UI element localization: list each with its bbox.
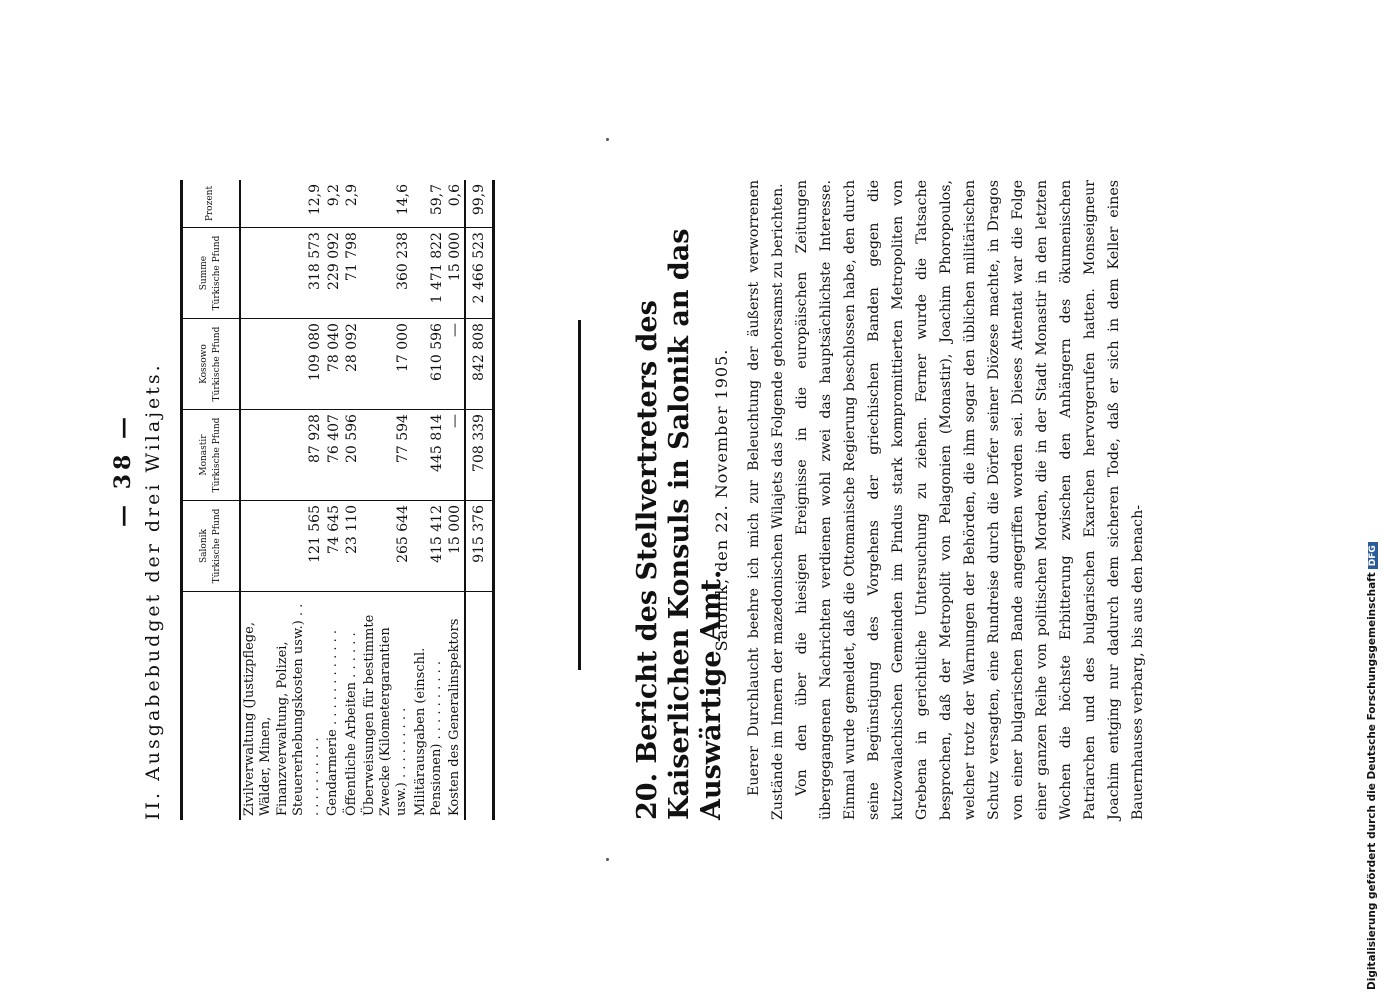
table-row: [240, 180, 324, 820]
cell-kossowo: 17 000: [361, 319, 412, 410]
cell-prozent: 14,6: [361, 180, 412, 228]
table-header-row: [182, 180, 241, 820]
cell-salonik: 415 412: [412, 501, 447, 592]
cell-kossowo: 78 040: [324, 319, 342, 410]
funding-note-text: Digitalisierung gefördert durch die Deutsche Forschungsgemeinschaft: [1366, 572, 1378, 990]
table-row: [446, 180, 465, 820]
column-unit: Türkische Pfund: [212, 326, 222, 402]
cell-monastir: 20 596: [343, 410, 361, 501]
cell-summe: 1 471 822: [412, 228, 447, 319]
total-monastir: 708 339: [465, 410, 494, 501]
row-label: [465, 592, 494, 821]
table-total-row: [465, 180, 494, 820]
cell-prozent: 12,9: [240, 180, 324, 228]
scan-speck: [606, 858, 609, 861]
budget-table: [180, 180, 495, 820]
column-name: Kossowo: [198, 344, 209, 384]
table-row: [361, 180, 412, 820]
page-number: — 38 —: [110, 413, 136, 527]
article-dateline: Salonik, den 22. November 1905.: [712, 348, 731, 652]
dfg-logo: DFG: [1368, 542, 1378, 569]
cell-prozent: 9,2: [324, 180, 342, 228]
cell-prozent: 2,9: [343, 180, 361, 228]
column-header-monastir: [182, 410, 241, 501]
total-kossowo: 842 808: [465, 319, 494, 410]
column-unit: Türkische Pfund: [212, 417, 222, 493]
column-header-summe: [182, 228, 241, 319]
cell-summe: 15 000: [446, 228, 465, 319]
cell-kossowo: 109 080: [240, 319, 324, 410]
article-body: [742, 180, 1150, 820]
funding-note: [1366, 0, 1378, 990]
cell-kossowo: 610 596: [412, 319, 447, 410]
cell-monastir: 87 928: [240, 410, 324, 501]
cell-salonik: 23 110: [343, 501, 361, 592]
rotated-page-content: [90, 120, 1240, 820]
cell-monastir: 445 814: [412, 410, 447, 501]
cell-prozent: 0,6: [446, 180, 465, 228]
column-name: Monastir: [198, 434, 209, 476]
row-label: Kosten des Generalinspektors: [447, 618, 462, 816]
cell-salonik: 121 565: [240, 501, 324, 592]
table-caption: II. Ausgabebudget der drei Wilajets.: [142, 362, 164, 820]
total-salonik: 915 376: [465, 501, 494, 592]
total-summe: 2 466 523: [465, 228, 494, 319]
article-heading: 20. Bericht des Stellvertreters des Kaiserlichen Konsuls in Salonik an das Auswärtige Amt.: [632, 228, 727, 820]
row-label: Überweisungen für bestimmte Zwecke (Kilometergarantien usw.) . . . . . . . . .: [361, 614, 410, 816]
column-header-salonik: [182, 501, 241, 592]
column-name: Summe: [198, 255, 209, 291]
paragraph: Euerer Durchlaucht beehre ich mich zur Beleuchtung der äußerst verworrenen Zustände im Innern der mazedonischen Wilajets das Folgende gehorsamst zu berichten.: [746, 180, 786, 820]
cell-salonik: 265 644: [361, 501, 412, 592]
table-row: [412, 180, 447, 820]
label-column-header: [182, 592, 241, 821]
paragraph: Von den über die hiesigen Ereignisse in die europäischen Zeitungen übergegangenen Nachrichten verdienen wohl zwei das hauptsächlichste Interesse. Einmal wurde gemeldet, daß die Ottomanische Regierung beschlossen habe, den durch seine Begünstigung des Vorgehens der griechischen Banden gegen die kutzowalachischen Gemeinden im Pindus stark kompromittierten Metropoliten von Grebena in gerichtliche Untersuchung zu ziehen. Ferner wurde die Tatsache besprochen, daß der Metropolit von Pelagonien (Monastir), Joachim Phoropoulos, welcher trotz der Warnungen der Behörden, die ihm sogar den üblichen militärischen Schutz versagten, eine Rundreise durch die Dörfer seiner Diözese machte, in Dragos von einer bulgarischen Bande angegriffen worden sei. Dieses Attentat war die Folge einer ganzen Reihe von politischen Morden, die in der Stadt Monastir in den letzten Wochen die höchste Erbitterung zwischen den Anhängern des ökumenischen Patriarchen und des bulgarischen Exarchen hervorgerufen hatten. Monseigneur Joachim entging nur dadurch dem sicheren Tode, daß er sich in dem Keller eines Bauernhauses verbarg, bis aus den benach-: [794, 180, 1146, 820]
column-unit: Türkische Pfund: [212, 235, 222, 311]
scan-speck: [606, 138, 609, 141]
cell-prozent: 59,7: [412, 180, 447, 228]
cell-monastir: 77 594: [361, 410, 412, 501]
cell-summe: 360 238: [361, 228, 412, 319]
column-name: Salonik: [198, 529, 209, 563]
column-name: Prozent: [205, 185, 216, 222]
cell-salonik: 15 000: [446, 501, 465, 592]
cell-kossowo: —: [446, 319, 465, 410]
table-row: [324, 180, 342, 820]
column-unit: Türkische Pfund: [212, 508, 222, 584]
cell-summe: 71 798: [343, 228, 361, 319]
column-header-kossowo: [182, 319, 241, 410]
row-label: Öffentliche Arbeiten . . . . . .: [343, 632, 359, 816]
cell-summe: 229 092: [324, 228, 342, 319]
table-row: [343, 180, 361, 820]
cell-kossowo: 28 092: [343, 319, 361, 410]
row-label: Gendarmerie . . . . . . . . . . . .: [325, 630, 341, 816]
row-label: Militärausgaben (einschl. Pensionen) . . . . . . . . . .: [412, 647, 444, 816]
section-divider: [578, 320, 581, 670]
column-header-prozent: [182, 180, 241, 228]
total-prozent: 99,9: [465, 180, 494, 228]
cell-monastir: —: [446, 410, 465, 501]
cell-summe: 318 573: [240, 228, 324, 319]
cell-monastir: 76 407: [324, 410, 342, 501]
cell-salonik: 74 645: [324, 501, 342, 592]
row-label: Zivilverwaltung (Justizpflege, Wälder, Minen, Finanzverwaltung, Polizei, Steuererhebungskosten usw.) . . . . . . . . . . . .: [242, 603, 322, 816]
